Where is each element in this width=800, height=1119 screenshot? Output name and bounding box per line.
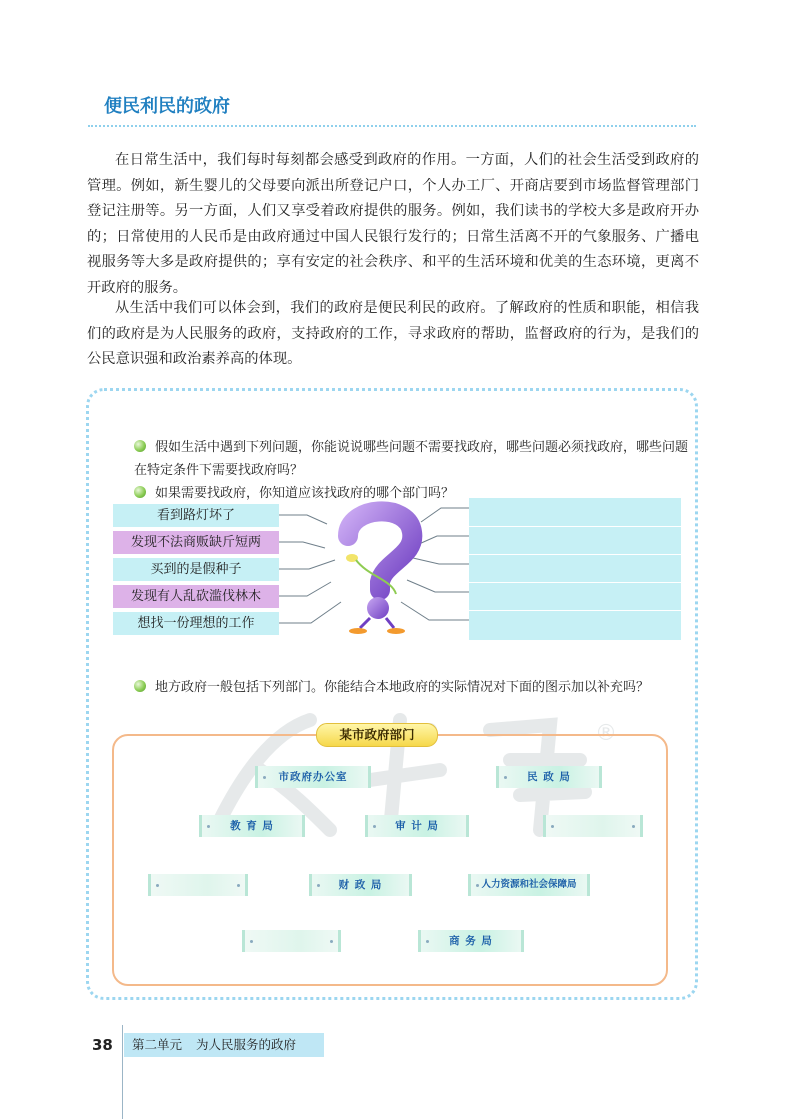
- department-blank-box: [242, 930, 341, 952]
- department-blank-box: [148, 874, 248, 896]
- section-title: 便民利民的政府: [104, 96, 230, 117]
- bullet-icon: [134, 680, 146, 692]
- unit-title: 为人民服务的政府: [196, 1037, 297, 1052]
- bullet-icon: [134, 440, 146, 452]
- department-box: 市政府办公室: [255, 766, 371, 788]
- department-blank-box: [543, 815, 643, 837]
- problem-item: 发现不法商贩缺斤短两: [113, 531, 279, 554]
- department-box: 审 计 局: [365, 815, 469, 837]
- body-paragraph: 在日常生活中，我们每时每刻都会感受到政府的作用。一方面，人们的社会生活受到政府的管理。例如，新生婴儿的父母要向派出所登记户口，个人办工厂、开商店要到市场监督管理部门登记注册等。另一方面，人们又享受着政府提供的服务。例如，我们读书的学校大多是政府开办的；日常使用的人民币是由政府通过中国人民银行发行的；日常生活离不开的气象服务、广播电视服务等大多是政府提供的；享有安定的社会秩序、和平的生活环境和优美的生态环境，更离不开政府的服务。: [87, 152, 699, 296]
- answer-box: [469, 498, 681, 640]
- problem-item: 发现有人乱砍滥伐林木: [113, 585, 279, 608]
- footer-divider: [122, 1025, 123, 1119]
- department-chart-title: 某市政府部门: [316, 723, 438, 747]
- body-paragraph: 从生活中我们可以体会到，我们的政府是便民利民的政府。了解政府的性质和职能，相信我们的政府是为人民服务的政府，支持政府的工作，寻求政府的帮助，监督政府的行为，是我们的公民意识强和政治素养高的体现。: [87, 300, 699, 368]
- problem-item: 想找一份理想的工作: [113, 612, 279, 635]
- department-box: 教 育 局: [199, 815, 305, 837]
- activity-question-3: 地方政府一般包括下列部门。你能结合本地政府的实际情况对下面的图示加以补充吗？: [134, 676, 694, 699]
- page-number: 38: [92, 1036, 113, 1054]
- department-box: 民 政 局: [496, 766, 602, 788]
- activity-question-2: 如果需要找政府，你知道应该找政府的哪个部门吗？: [134, 482, 694, 505]
- unit-header: [124, 1033, 324, 1057]
- bullet-icon: [134, 486, 146, 498]
- activity-question-1: 假如生活中遇到下列问题，你能说说哪些问题不需要找政府，哪些问题必须找政府，哪些问题在特定条件下需要找政府吗？: [134, 440, 689, 478]
- department-box: 财 政 局: [309, 874, 412, 896]
- department-box: 人力资源和社会保障局: [468, 874, 590, 896]
- title-divider: [88, 125, 696, 127]
- problem-item: 看到路灯坏了: [113, 504, 279, 527]
- department-box: 商 务 局: [418, 930, 524, 952]
- question-mark-icon: [296, 496, 456, 646]
- unit-label: 第二单元: [132, 1037, 183, 1052]
- problem-item: 买到的是假种子: [113, 558, 279, 581]
- registered-mark: ®: [595, 721, 617, 746]
